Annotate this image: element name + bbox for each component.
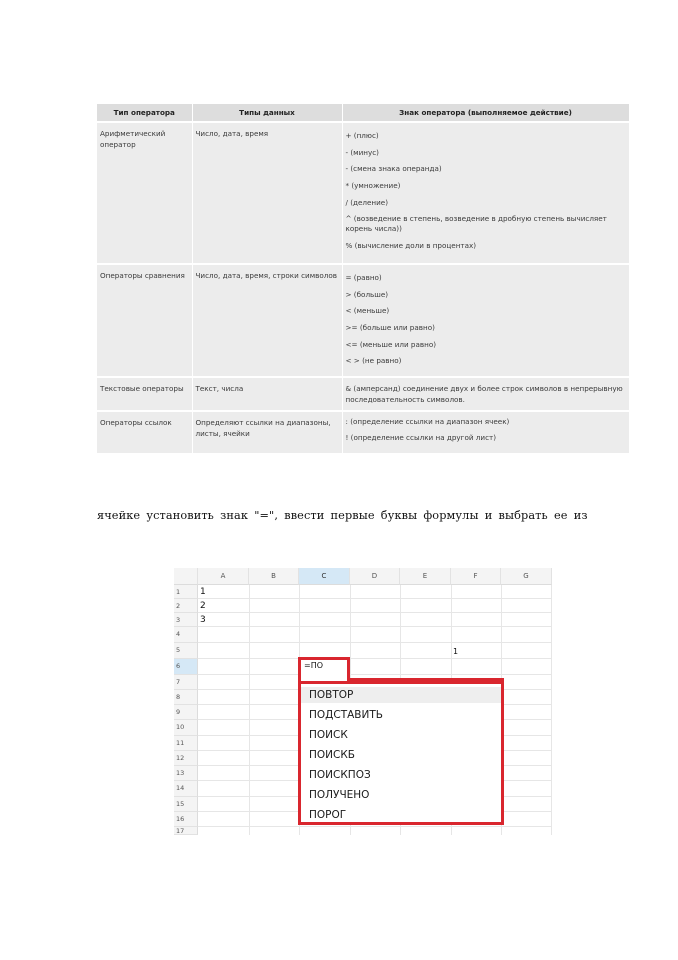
suggestion-item-poiskb[interactable]: ПОИСКБ [309, 749, 356, 761]
row-header-14[interactable]: 14 [174, 781, 198, 797]
column-header-e[interactable]: E [400, 568, 451, 585]
grid-line [198, 674, 552, 675]
column-header-c[interactable]: C [299, 568, 350, 585]
function-suggestions-dropdown[interactable] [298, 681, 504, 825]
operator-sign: <= (меньше или равно) [345, 339, 437, 349]
grid-line [198, 612, 552, 613]
operator-type-cell: Операторы сравнения [97, 264, 192, 377]
data-types-cell: Число, дата, время, строки символов [192, 264, 342, 377]
column-header-b[interactable]: B [249, 568, 299, 585]
column-header-g[interactable]: G [501, 568, 552, 585]
suggestion-item-poiskpoz[interactable]: ПОИСКПОЗ [309, 769, 371, 781]
operator-sign: + (плюс) [345, 131, 379, 140]
row-header-12[interactable]: 12 [174, 751, 198, 766]
operator-type-cell: Текстовые операторы [97, 377, 192, 411]
operator-sign: > (больше) [345, 289, 389, 299]
column-header-a[interactable]: A [198, 568, 249, 585]
row-header-9[interactable]: 9 [174, 705, 198, 720]
spreadsheet [174, 568, 552, 835]
row-header-16[interactable]: 16 [174, 812, 198, 827]
grid-line [198, 642, 552, 643]
row-header-15[interactable]: 15 [174, 797, 198, 812]
operator-sign: = (равно) [345, 273, 382, 282]
operator-signs-cell [342, 377, 629, 411]
operator-sign: - (смена знака операнда) [345, 164, 442, 174]
data-types-cell: Число, дата, время [192, 122, 342, 264]
table-row [97, 264, 629, 377]
grid-line [198, 658, 552, 659]
row-header-3[interactable]: 3 [174, 613, 198, 627]
row-header-1[interactable]: 1 [174, 585, 198, 599]
operator-type-cell: Операторы ссылок [97, 411, 192, 453]
suggestion-item-polucheno[interactable]: ПОЛУЧЕНО [309, 789, 370, 801]
table-row [97, 411, 629, 453]
formula-input-text[interactable]: =ПО [304, 661, 324, 670]
operator-sign: : (определение ссылки на диапазон ячеек) [345, 417, 510, 427]
operator-signs-cell [342, 411, 629, 453]
header-data-types: Типы данных [192, 104, 342, 122]
operator-signs-cell [342, 122, 629, 264]
cell-f5[interactable]: 1 [453, 647, 459, 656]
suggestion-item-porog[interactable]: ПОРОГ [309, 809, 347, 821]
operator-sign: ^ (возведение в степень, возведение в дробную степень вычисляет корень числа)) [345, 214, 607, 234]
grid-line [198, 598, 552, 599]
operator-sign: * (умножение) [345, 181, 401, 191]
operator-sign: < > (не равно) [345, 356, 402, 366]
data-types-cell: Определяют ссылки на диапазоны, листы, ячейки [192, 411, 342, 453]
suggestion-item-poisk[interactable]: ПОИСК [309, 729, 348, 741]
cell-a1[interactable]: 1 [200, 587, 206, 597]
row-header-2[interactable]: 2 [174, 599, 198, 613]
operator-sign: & (амперсанд) соединение двух и более строк символов в непрерывную последовательность символов. [345, 384, 623, 405]
column-header-d[interactable]: D [350, 568, 400, 585]
row-header-8[interactable]: 8 [174, 690, 198, 705]
row-header-7[interactable]: 7 [174, 675, 198, 690]
table-row [97, 122, 629, 264]
suggestion-item-povtor[interactable]: ПОВТОР [309, 689, 354, 701]
row-header-6[interactable]: 6 [174, 659, 198, 675]
operator-signs-cell [342, 264, 629, 377]
operator-sign: % (вычисление доли в процентах) [345, 241, 477, 251]
row-header-4[interactable]: 4 [174, 627, 198, 643]
body-paragraph: ячейке установить знак "=", ввести первые буквы формулы и выбрать ее из [97, 509, 588, 522]
operator-sign: >= (больше или равно) [345, 323, 435, 333]
operator-sign: < (меньше) [345, 306, 390, 316]
grid-line [198, 826, 552, 827]
grid-line [249, 585, 250, 835]
operator-type-cell: Арифметический оператор [97, 122, 192, 264]
operators-table [97, 104, 630, 453]
row-header-13[interactable]: 13 [174, 766, 198, 781]
operator-sign: ! (определение ссылки на другой лист) [345, 433, 497, 443]
header-operator-sign: Знак оператора (выполняемое действие) [342, 104, 629, 122]
row-header-17[interactable]: 17 [174, 827, 198, 835]
corner-cell[interactable] [174, 568, 198, 585]
cell-a2[interactable]: 2 [200, 601, 206, 611]
grid-line [198, 626, 552, 627]
operator-sign: - (минус) [345, 147, 379, 157]
cell-a3[interactable]: 3 [200, 615, 206, 625]
table-header-row [97, 104, 629, 122]
active-cell-editor[interactable] [298, 657, 350, 681]
row-header-10[interactable]: 10 [174, 720, 198, 736]
column-header-f[interactable]: F [451, 568, 501, 585]
header-operator-type: Тип оператора [97, 104, 192, 122]
suggestion-item-podstavit[interactable]: ПОДСТАВИТЬ [309, 709, 383, 721]
table-row [97, 377, 629, 411]
data-types-cell: Текст, числа [192, 377, 342, 411]
grid-line [551, 585, 552, 835]
row-header-5[interactable]: 5 [174, 643, 198, 659]
operator-sign: / (деление) [345, 197, 389, 207]
row-header-11[interactable]: 11 [174, 736, 198, 751]
